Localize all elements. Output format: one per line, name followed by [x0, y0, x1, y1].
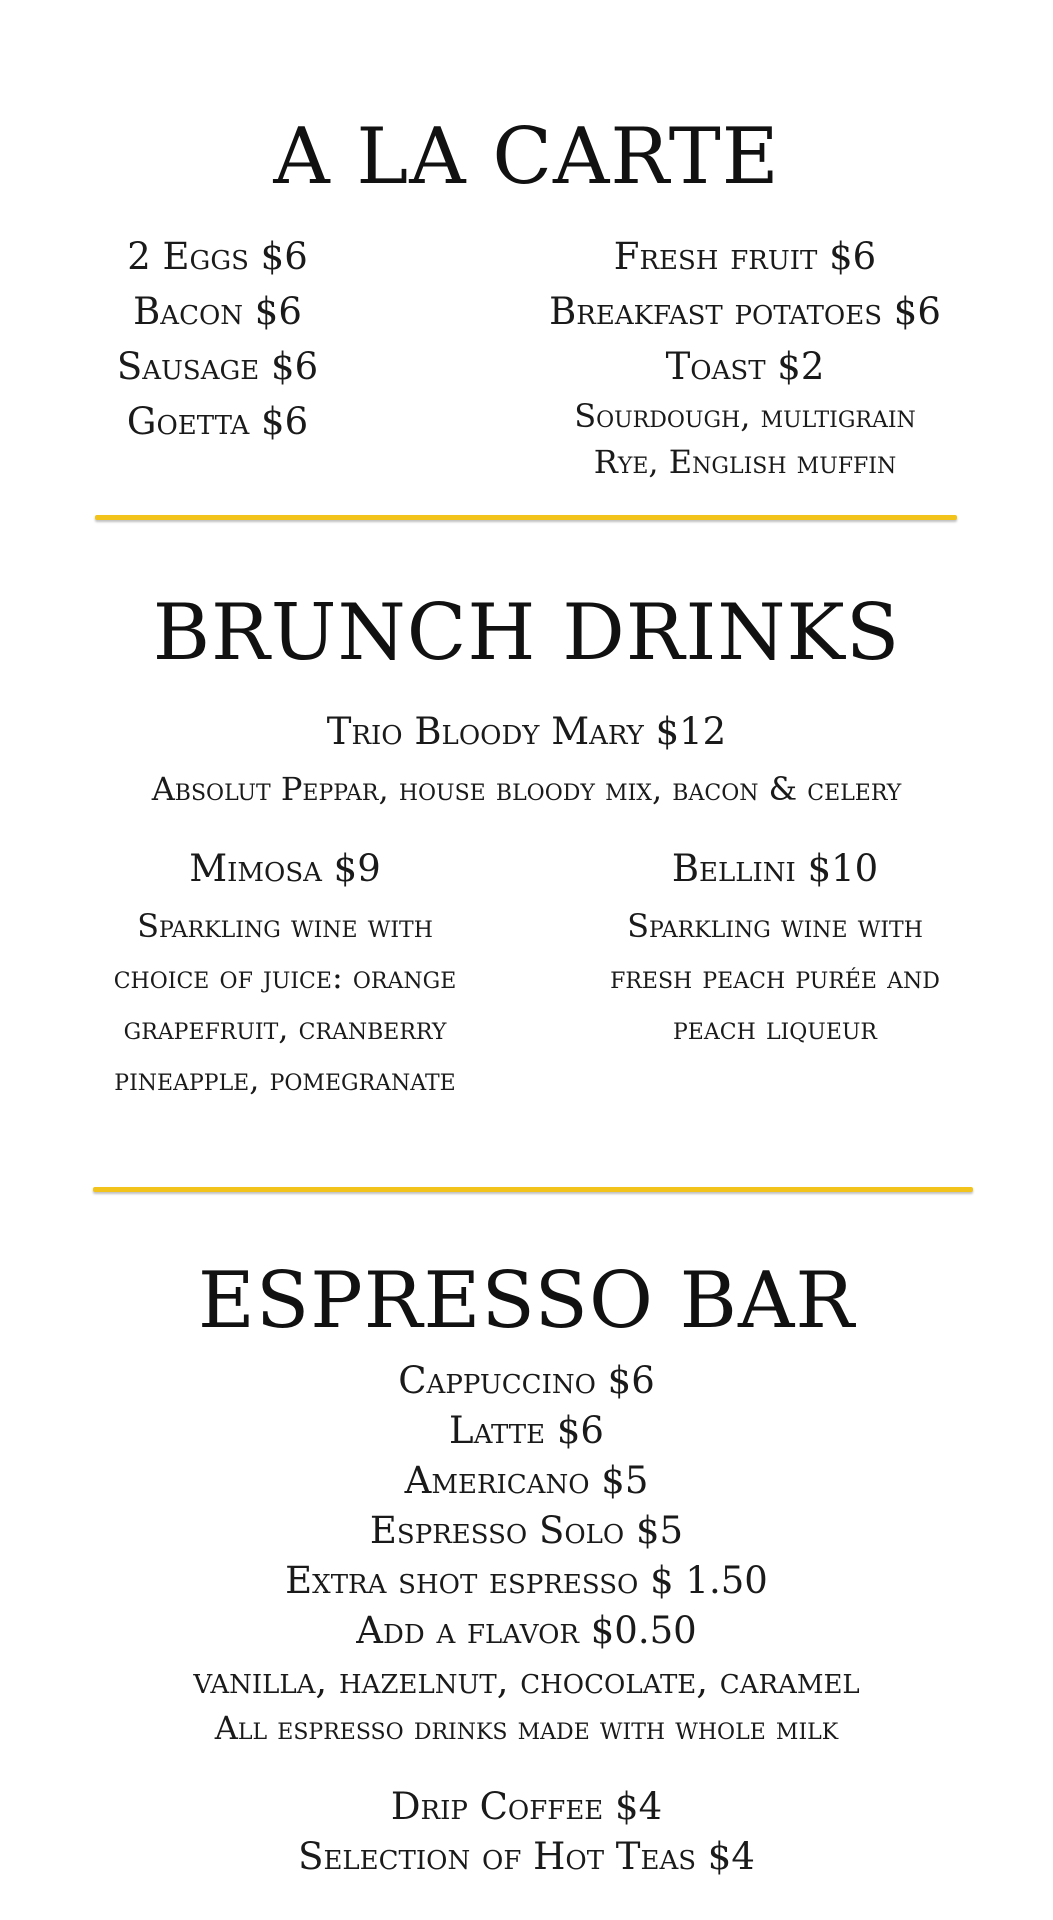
- a-la-carte-right-column: [500, 235, 990, 492]
- section-title-a-la-carte: A LA CARTE: [273, 112, 780, 202]
- menu-item-description: grapefruit, cranberry: [123, 1009, 447, 1047]
- menu-item: 2 Eggs $6: [127, 235, 308, 278]
- menu-item: Fresh fruit $6: [613, 235, 877, 278]
- espresso-list: [0, 1359, 1053, 1888]
- menu-item: Latte $6: [449, 1409, 604, 1452]
- menu-item: Americano $5: [404, 1459, 649, 1502]
- menu-item-description: fresh peach purée and: [610, 958, 940, 996]
- section-title-espresso-bar: ESPRESSO BAR: [197, 1256, 856, 1346]
- menu-item-description: Sparkling wine with: [627, 907, 923, 945]
- menu-item-note: Rye, English muffin: [593, 443, 897, 481]
- menu-item-description: peach liqueur: [673, 1009, 877, 1047]
- menu-item: Cappuccino $6: [398, 1359, 655, 1402]
- menu-item: Drip Coffee $4: [390, 1785, 663, 1828]
- mimosa-column: [55, 847, 515, 1114]
- menu-item: Bellini $10: [671, 847, 879, 890]
- menu-item: Trio Bloody Mary $12: [326, 710, 727, 753]
- menu-item: Toast $2: [665, 345, 825, 388]
- menu-note: All espresso drinks made with whole milk: [214, 1709, 839, 1747]
- bellini-column: [555, 847, 995, 1063]
- menu-item-description: choice of juice: orange: [113, 958, 457, 996]
- menu-item: Mimosa $9: [189, 847, 381, 890]
- menu-item: Bacon $6: [133, 290, 302, 333]
- menu-item-description: Absolut Peppar, house bloody mix, bacon & celery: [151, 770, 902, 808]
- a-la-carte-left-column: [70, 235, 365, 458]
- menu-item-description: pineapple, pomegranate: [114, 1060, 456, 1098]
- section-divider: [93, 1187, 973, 1192]
- section-divider: [95, 515, 957, 520]
- menu-item: Selection of Hot Teas $4: [298, 1835, 755, 1878]
- menu-item: Add a flavor $0.50: [356, 1609, 697, 1652]
- menu-item: Sausage $6: [116, 345, 319, 388]
- menu-item-note: vanilla, hazelnut, chocolate, caramel: [193, 1659, 860, 1702]
- menu-item: Breakfast potatoes $6: [549, 290, 941, 333]
- menu-item: Extra shot espresso $ 1.50: [285, 1559, 768, 1602]
- menu-item-description: Sparkling wine with: [137, 907, 433, 945]
- menu-item: Espresso Solo $5: [369, 1509, 684, 1552]
- menu-item-note: Sourdough, multigrain: [574, 397, 916, 435]
- menu-item: Goetta $6: [126, 400, 309, 443]
- section-title-brunch-drinks: BRUNCH DRINKS: [152, 588, 901, 678]
